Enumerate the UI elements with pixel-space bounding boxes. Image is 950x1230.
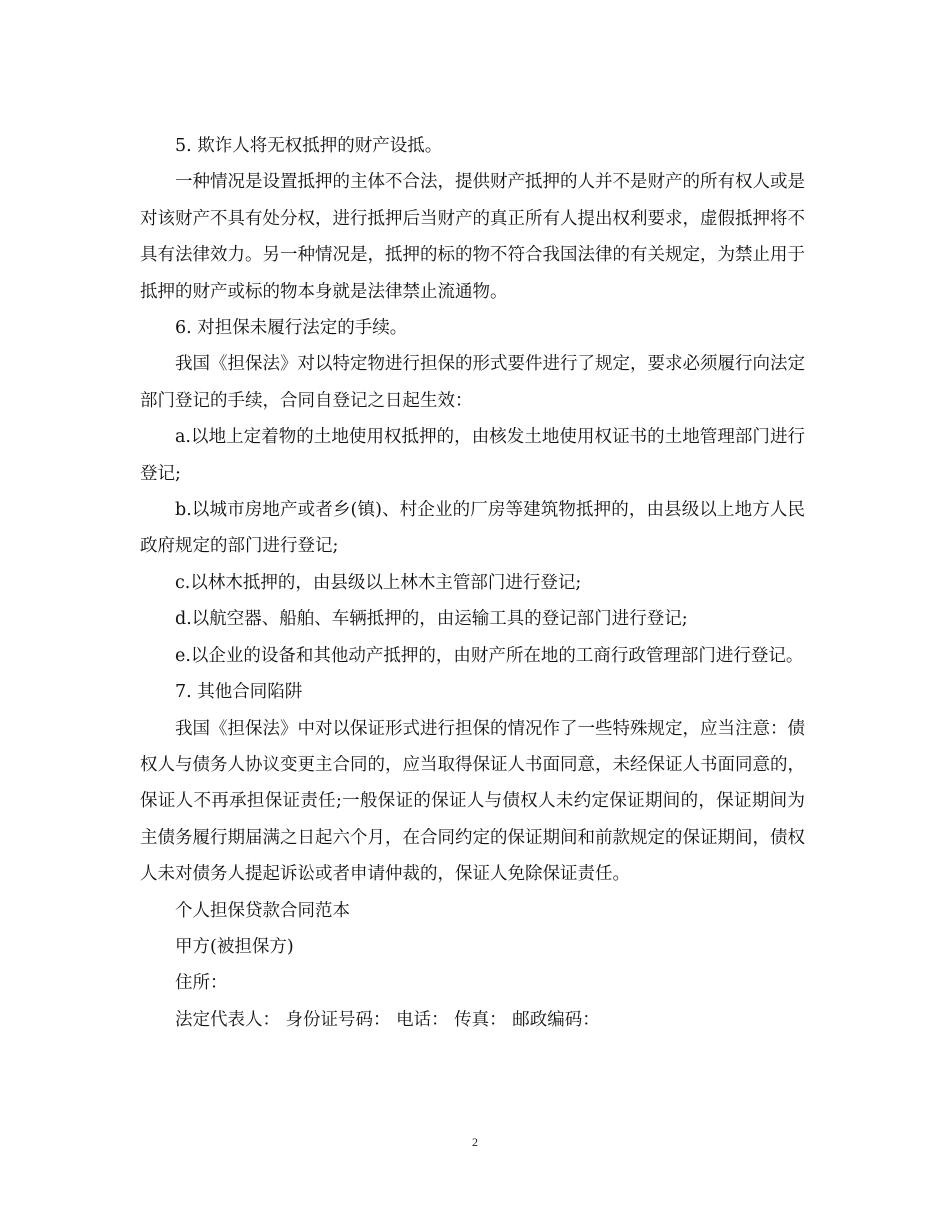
paragraph-heading-5: 5. 欺诈人将无权抵押的财产设抵。 <box>175 136 443 156</box>
paragraph-heading-7: 7. 其他合同陷阱 <box>175 682 303 703</box>
paragraph-heading-6: 6. 对担保未履行法定的手续。 <box>175 318 408 339</box>
paragraph-body: 一种情况是设置抵押的主体不合法，提供财产抵押的人并不是财产的所有权人或是对该财产不具有处分权，进行抵押后当财产的真正所有人提出权利要求，虚假抵押将不具有法律效力。另一种情况是，抵押的标的物不符合我国法律的有关规定，为禁止用于抵押的财产或标的物本身就是法律禁止流通物。 <box>140 172 805 302</box>
page-number: 2 <box>472 1135 478 1149</box>
list-item-b: b.以城市房地产或者乡(镇)、村企业的厂房等建筑物抵押的，由县级以上地方人民政府规定的部门进行登记; <box>140 500 805 557</box>
document-body <box>140 128 805 1038</box>
address-label: 住所： <box>175 973 228 994</box>
representative-info-line: 法定代表人： 身份证号码： 电话： 传真： 邮政编码： <box>175 1009 600 1030</box>
contract-title: 个人担保贷款合同范本 <box>175 900 350 921</box>
list-item-a: a.以地上定着物的土地使用权抵押的，由核发土地使用权证书的土地管理部门进行登记; <box>140 427 805 484</box>
paragraph-body: 我国《担保法》中对以保证形式进行担保的情况作了一些特殊规定，应当注意：债权人与债务人协议变更主合同的，应当取得保证人书面同意，未经保证人书面同意的，保证人不再承担保证责任;一般保证的保证人与债权人未约定保证期间的，保证期间为主债务履行期届满之日起六个月，在合同约定的保证期间和前款规定的保证期间，债权人未对债务人提起诉讼或者申请仲裁的，保证人免除保证责任。 <box>140 718 805 885</box>
list-item-d: d.以航空器、船舶、车辆抵押的，由运输工具的登记部门进行登记; <box>175 609 688 630</box>
list-item-c: c.以林木抵押的，由县级以上林木主管部门进行登记; <box>175 572 582 593</box>
list-item-e: e.以企业的设备和其他动产抵押的，由财产所在地的工商行政管理部门进行登记。 <box>175 645 804 666</box>
paragraph-body: 我国《担保法》对以特定物进行担保的形式要件进行了规定，要求必须履行向法定部门登记的手续，合同自登记之日起生效： <box>140 354 805 411</box>
party-a-label: 甲方(被担保方) <box>175 936 294 957</box>
